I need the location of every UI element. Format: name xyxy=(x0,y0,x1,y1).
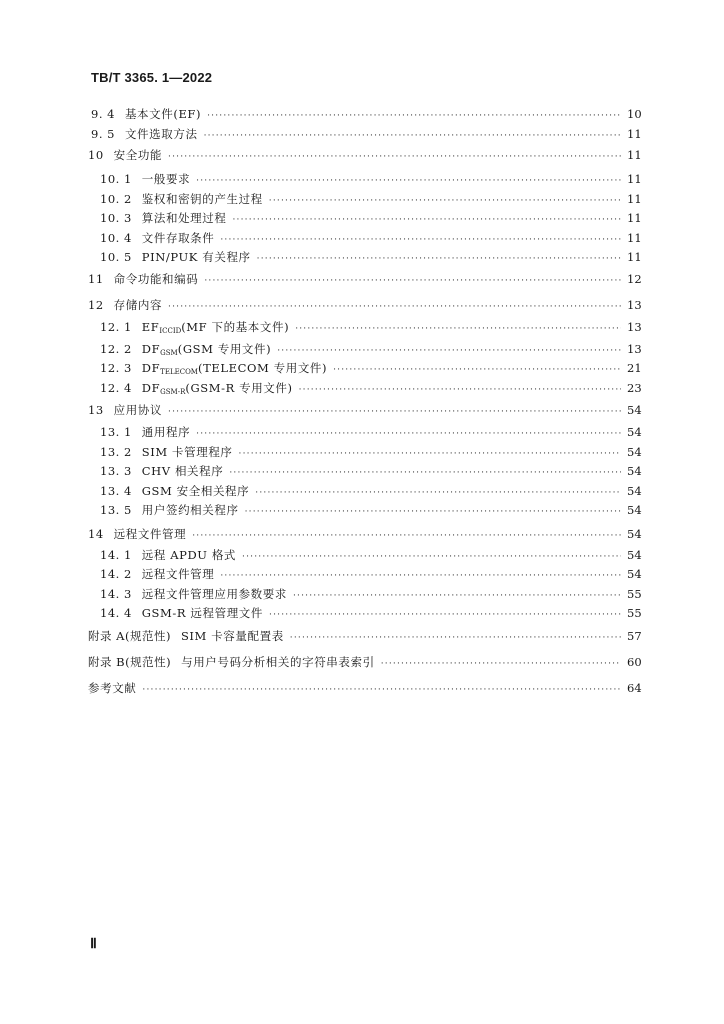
toc-title: 应用协议 xyxy=(113,403,163,417)
toc-title: 与用户号码分析相关的字符串表索引 xyxy=(181,655,375,669)
toc-leader-dots xyxy=(245,503,621,521)
toc-title: 文件选取方法 xyxy=(124,127,198,141)
toc-leader-dots xyxy=(255,484,621,502)
toc-title: 文件存取条件 xyxy=(141,231,215,245)
toc-leader-dots xyxy=(333,361,621,379)
toc-entry[interactable] xyxy=(100,423,641,441)
toc-page-number: 13 xyxy=(627,320,642,334)
toc-leader-dots xyxy=(142,681,621,699)
toc-entry[interactable] xyxy=(88,146,641,164)
toc-title: 基本文件(EF) xyxy=(124,107,202,121)
toc-entry[interactable] xyxy=(91,125,641,143)
toc-page-number: 54 xyxy=(627,403,642,417)
toc-number: 10 xyxy=(88,148,104,162)
toc-page-number: 54 xyxy=(627,445,642,459)
toc-title: GSM 安全相关程序 xyxy=(141,484,250,498)
toc-leader-dots xyxy=(168,298,621,316)
toc-number: 12. 3 xyxy=(100,361,132,375)
toc-leader-dots xyxy=(242,548,621,566)
toc-leader-dots xyxy=(168,148,621,166)
toc-number: 9. 5 xyxy=(91,127,115,141)
toc-page-number: 54 xyxy=(627,567,642,581)
toc-number: 13 xyxy=(88,403,104,417)
document-code: TB/T 3365. 1—2022 xyxy=(91,70,213,85)
toc-page-number: 13 xyxy=(627,342,642,356)
toc-number: 14 xyxy=(88,527,104,541)
toc-number: 13. 1 xyxy=(100,425,132,439)
toc-title: PIN/PUK 有关程序 xyxy=(141,250,251,264)
toc-entry[interactable] xyxy=(91,105,641,123)
toc-title: 远程文件管理应用参数要求 xyxy=(141,587,287,601)
toc-page-number: 54 xyxy=(627,527,642,541)
toc-entry[interactable] xyxy=(100,190,641,208)
toc-title: 参考文献 xyxy=(88,681,137,695)
toc-entry[interactable] xyxy=(100,318,641,336)
toc-page-number: 55 xyxy=(627,587,642,601)
toc-page-number: 54 xyxy=(627,425,642,439)
toc-entry-appendix-b[interactable] xyxy=(88,653,641,671)
toc-number: 12. 2 xyxy=(100,342,132,356)
toc-title: 用户签约相关程序 xyxy=(141,503,239,517)
toc-number: 附录 A(规范性) xyxy=(88,629,171,643)
toc-number: 12. 4 xyxy=(100,381,132,395)
toc-number: 10. 4 xyxy=(100,231,132,245)
toc-number: 附录 B(规范性) xyxy=(88,655,172,669)
toc-title: 通用程序 xyxy=(141,425,191,439)
toc-page-number: 54 xyxy=(627,503,642,517)
toc-page-number: 54 xyxy=(627,484,642,498)
toc-title: 远程 APDU 格式 xyxy=(141,548,237,562)
toc-title: 远程文件管理 xyxy=(141,567,215,581)
toc-leader-dots xyxy=(290,629,621,647)
toc-entry[interactable] xyxy=(100,229,641,247)
toc-page-number: 11 xyxy=(627,127,642,141)
toc-page-number: 10 xyxy=(627,107,642,121)
toc-leader-dots xyxy=(277,342,621,360)
toc-number: 13. 4 xyxy=(100,484,132,498)
toc-entry[interactable] xyxy=(100,482,641,500)
toc-number: 13. 2 xyxy=(100,445,132,459)
toc-number: 10. 3 xyxy=(100,211,132,225)
toc-title: 命令功能和编码 xyxy=(113,272,199,286)
toc-entry[interactable] xyxy=(100,546,641,564)
toc-title: $DF_{GSM}(GSM$ 专用文件) xyxy=(141,342,272,357)
toc-leader-dots xyxy=(220,567,621,585)
toc-page-number: 13 xyxy=(627,298,642,312)
toc-entry-appendix-a[interactable] xyxy=(88,627,641,645)
toc-title: SIM 卡容量配置表 xyxy=(180,629,284,643)
toc-entry[interactable] xyxy=(100,565,641,583)
toc-entry[interactable] xyxy=(88,296,641,314)
page-numeral: Ⅱ xyxy=(90,937,97,952)
toc-page-number: 64 xyxy=(627,681,642,695)
toc-title: GSM-R 远程管理文件 xyxy=(141,606,264,620)
toc-number: 14. 4 xyxy=(100,606,132,620)
toc-title: CHV 相关程序 xyxy=(141,464,224,478)
toc-number: 10. 2 xyxy=(100,192,132,206)
toc-entry[interactable] xyxy=(100,379,641,397)
toc-entry[interactable] xyxy=(100,501,641,519)
toc-page-number: 11 xyxy=(627,250,642,264)
toc-number: 11 xyxy=(88,272,104,286)
toc-leader-dots xyxy=(293,587,621,605)
toc-page-number: 54 xyxy=(627,548,642,562)
toc-page-number: 55 xyxy=(627,606,642,620)
toc-page-number: 23 xyxy=(627,381,642,395)
toc-title: SIM 卡管理程序 xyxy=(141,445,233,459)
toc-leader-dots xyxy=(204,127,621,145)
toc-title: $DF_{GSM-R}(GSM-R$ 专用文件) xyxy=(141,381,293,396)
toc-title: 一般要求 xyxy=(141,172,191,186)
toc-entry-references[interactable] xyxy=(88,679,641,697)
toc-leader-dots xyxy=(295,320,621,338)
toc-page-number: 12 xyxy=(627,272,642,286)
toc-entry[interactable] xyxy=(100,462,641,480)
toc-page-number: 21 xyxy=(627,361,642,375)
toc-leader-dots xyxy=(239,445,621,463)
toc-number: 14. 1 xyxy=(100,548,132,562)
toc-title: 远程文件管理 xyxy=(113,527,187,541)
toc-entry[interactable] xyxy=(100,340,641,358)
toc-entry[interactable] xyxy=(88,270,641,288)
toc-number: 12 xyxy=(88,298,104,312)
toc-title: 安全功能 xyxy=(113,148,163,162)
toc-entry[interactable] xyxy=(100,170,641,188)
toc-number: 13. 5 xyxy=(100,503,132,517)
toc-title: $EF_{ICCID}(MF$ 下的基本文件) xyxy=(141,320,290,335)
toc-leader-dots xyxy=(168,403,621,421)
toc-number: 10. 1 xyxy=(100,172,132,186)
toc-leader-dots xyxy=(220,231,621,249)
toc-page-number: 11 xyxy=(627,192,642,206)
toc-title: $DF_{TELECOM}(TELECOM$ 专用文件) xyxy=(141,361,328,376)
toc-title: 算法和处理过程 xyxy=(141,211,227,225)
toc-number: 10. 5 xyxy=(100,250,132,264)
toc-leader-dots xyxy=(269,192,621,210)
toc-leader-dots xyxy=(381,655,621,673)
toc-page-number: 11 xyxy=(627,231,642,245)
toc-leader-dots xyxy=(269,606,621,624)
toc-entry[interactable] xyxy=(100,359,641,377)
toc-title: 存储内容 xyxy=(113,298,163,312)
toc-entry[interactable] xyxy=(100,604,641,622)
toc-number: 13. 3 xyxy=(100,464,132,478)
toc-page-number: 11 xyxy=(627,148,642,162)
toc-page-number: 11 xyxy=(627,211,642,225)
toc-leader-dots xyxy=(299,381,621,399)
toc-page-number: 57 xyxy=(627,629,642,643)
toc-entry[interactable] xyxy=(100,443,641,461)
toc-number: 9. 4 xyxy=(91,107,115,121)
toc-page-number: 54 xyxy=(627,464,642,478)
toc-title: 鉴权和密钥的产生过程 xyxy=(141,192,263,206)
toc-leader-dots xyxy=(196,172,621,190)
toc-leader-dots xyxy=(232,211,621,229)
toc-number: 12. 1 xyxy=(100,320,132,334)
toc-leader-dots xyxy=(207,107,621,125)
toc-entry[interactable] xyxy=(88,525,641,543)
toc-leader-dots xyxy=(229,464,621,482)
toc-entry[interactable] xyxy=(88,401,641,419)
toc-leader-dots xyxy=(196,425,621,443)
toc-entry[interactable] xyxy=(100,248,641,266)
toc-leader-dots xyxy=(204,272,621,290)
toc-page-number: 60 xyxy=(627,655,642,669)
toc-entry[interactable] xyxy=(100,585,641,603)
toc-number: 14. 3 xyxy=(100,587,132,601)
toc-leader-dots xyxy=(192,527,621,545)
toc-number: 14. 2 xyxy=(100,567,132,581)
toc-leader-dots xyxy=(257,250,621,268)
toc-entry[interactable] xyxy=(100,209,641,227)
toc-page-number: 11 xyxy=(627,172,642,186)
